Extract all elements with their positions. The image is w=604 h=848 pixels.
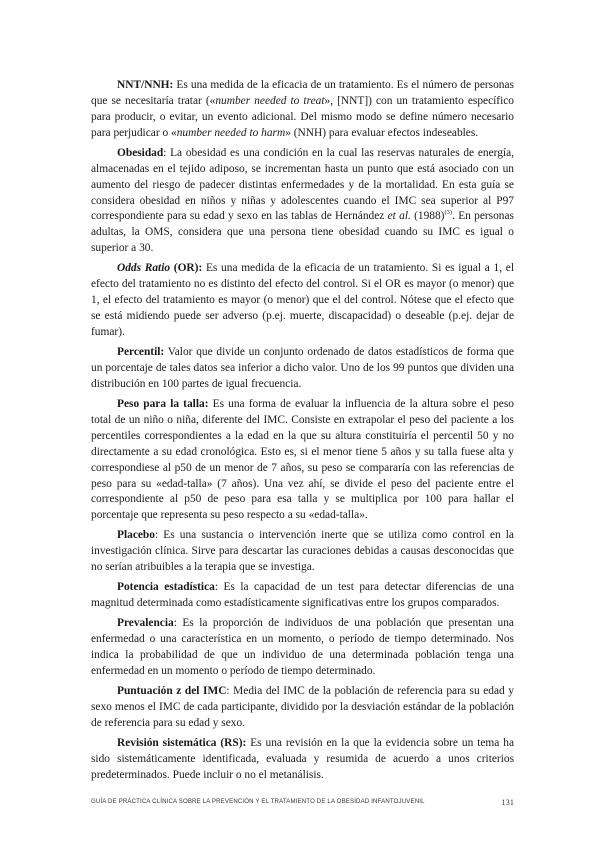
- definition-text: : Media del IMC de la población de referencia para su edad y sexo menos el IMC de cada participante, dividido por la desviación estándar de la población de referencia para su edad y sexo.: [91, 685, 514, 729]
- glossary-term: Prevalencia: [117, 617, 174, 630]
- glossary-term: NNT/NNH:: [117, 79, 174, 91]
- definition-text: : Es una sustancia o intervención inerte que se utiliza como control en la investigación clínica. Sirve para descartar las curaciones debidas a causas desconocidas que no serían atribuibles a la terapia que se investiga.: [91, 529, 514, 574]
- page-number: 131: [501, 798, 514, 807]
- glossary-term: Odds Ratio: [117, 262, 171, 275]
- glossary-entry: [91, 684, 514, 732]
- glossary-entry: [91, 736, 514, 784]
- glossary-entry: [91, 397, 514, 524]
- glossary-entry: [91, 78, 514, 142]
- definition-text: Es una revisión en la que la evidencia sobre un tema ha sido sistemáticamente identificada, evaluada y resumida de acuerdo a unos criterios predeterminados. Puede incluir o no el metanálisis.: [91, 737, 514, 781]
- glossary-entry: [91, 580, 514, 612]
- glossary-term: Percentil:: [117, 346, 165, 359]
- glossary-term: Peso para la talla:: [117, 397, 209, 410]
- glossary-entry: [91, 261, 514, 341]
- glossary-entry: [91, 345, 514, 393]
- definition-text: Es una medida de la eficacia de un tratamiento. Si es igual a 1, el efecto del tratamiento no es distinto del efecto del control. Si el OR es mayor (o menor) que 1, el efecto del tratamiento es mayor (o menor) que el del control. Nótese que el efecto que se está midiendo puede ser adverso (p.ej. muerte, discapacidad) o deseable (p.ej. dejar de fumar).: [91, 262, 514, 338]
- glossary-content: [91, 78, 514, 788]
- footer-title: GUÍA DE PRÁCTICA CLÍNICA SOBRE LA PREVENCIÓN Y EL TRATAMIENTO DE LA OBESIDAD INFANTOJUVENIL: [91, 798, 425, 805]
- definition-text: : Es la capacidad de un test para detectar diferencias de una magnitud determinada como estadísticamente significativas entre los grupos comparados.: [91, 581, 515, 610]
- glossary-entry: [91, 616, 514, 680]
- citation-ref: (3): [444, 209, 453, 217]
- page-footer: [91, 798, 514, 807]
- definition-text: number needed to harm: [176, 126, 286, 139]
- definition-text: et al.: [387, 210, 411, 223]
- definition-text: Valor que divide un conjunto ordenado de datos estadísticos de forma que un porcentaje de tales datos sea inferior a dicho valor. Uno de los 99 puntos que dividen una distribución en 100 partes de igual frecuencia.: [91, 346, 514, 390]
- glossary-term: Obesidad: [117, 146, 164, 159]
- glossary-term: Puntuación z del IMC: [117, 685, 227, 698]
- definition-text: number needed to treat: [215, 94, 325, 107]
- glossary-entry: [91, 528, 514, 576]
- glossary-entry: [91, 146, 514, 257]
- definition-text: Es una forma de evaluar la influencia de la altura sobre el peso total de un niño o niña, diferente del IMC. Consiste en extrapolar el peso del paciente a los percentiles correspondientes a la edad en la que su altura constituiría el percentil 50 y no directamente a su edad cronológica. Esto es, si el menor tiene 5 años y su talla fuese alta y correspondiese al p50 de un menor de 7 años, su peso se compararía con las referencias de peso para su «edad-talla» (7 años). Una vez ahí, se divide el peso del paciente entre el correspondiente al p50 de peso para esa talla y se multiplica por 100 para hallar el porcentaje que representa su peso respecto a su «edad-talla».: [91, 397, 514, 522]
- definition-text: », [NNT]) con un tratamiento específico para producir, o evitar, un evento adicional. Del mismo modo se define número necesario para perjudicar o «: [91, 94, 514, 139]
- glossary-term: Placebo: [117, 529, 155, 542]
- definition-text: (1988): [410, 210, 445, 223]
- definition-text: . En personas adultas, la OMS, considera que una persona tiene obesidad cuando su IMC es igual o superior a 30.: [91, 210, 514, 255]
- glossary-term: Potencia estadística: [117, 581, 215, 594]
- definition-text: Es una medida de la eficacia de un tratamiento. Es el número de personas que se necesitaría tratar («: [91, 79, 514, 107]
- definition-text: : Es la proporción de individuos de una población que presentan una enfermedad o una característica en un momento, o período de tiempo determinado. Nos indica la probabilidad de que un individuo de una determinada población tenga una enfermedad en un momento o período de tiempo determinado.: [91, 617, 514, 678]
- definition-text: : La obesidad es una condición en la cual las reservas naturales de energía, almacenadas en el tejido adiposo, se incrementan hasta un punto que está asociado con un aumento del riesgo de padecer distintas enfermedades y de la mortalidad. En esta guía se considera obesidad en niños y niñas y adolescentes cuando el IMC sea superior al P97 correspondiente para su edad y sexo en las tablas de Hernández: [91, 146, 514, 223]
- glossary-term: Revisión sistemática (RS):: [117, 737, 247, 750]
- glossary-term-suffix: (OR):: [170, 262, 203, 275]
- definition-text: » (NNH) para evaluar efectos indeseables.: [285, 126, 479, 139]
